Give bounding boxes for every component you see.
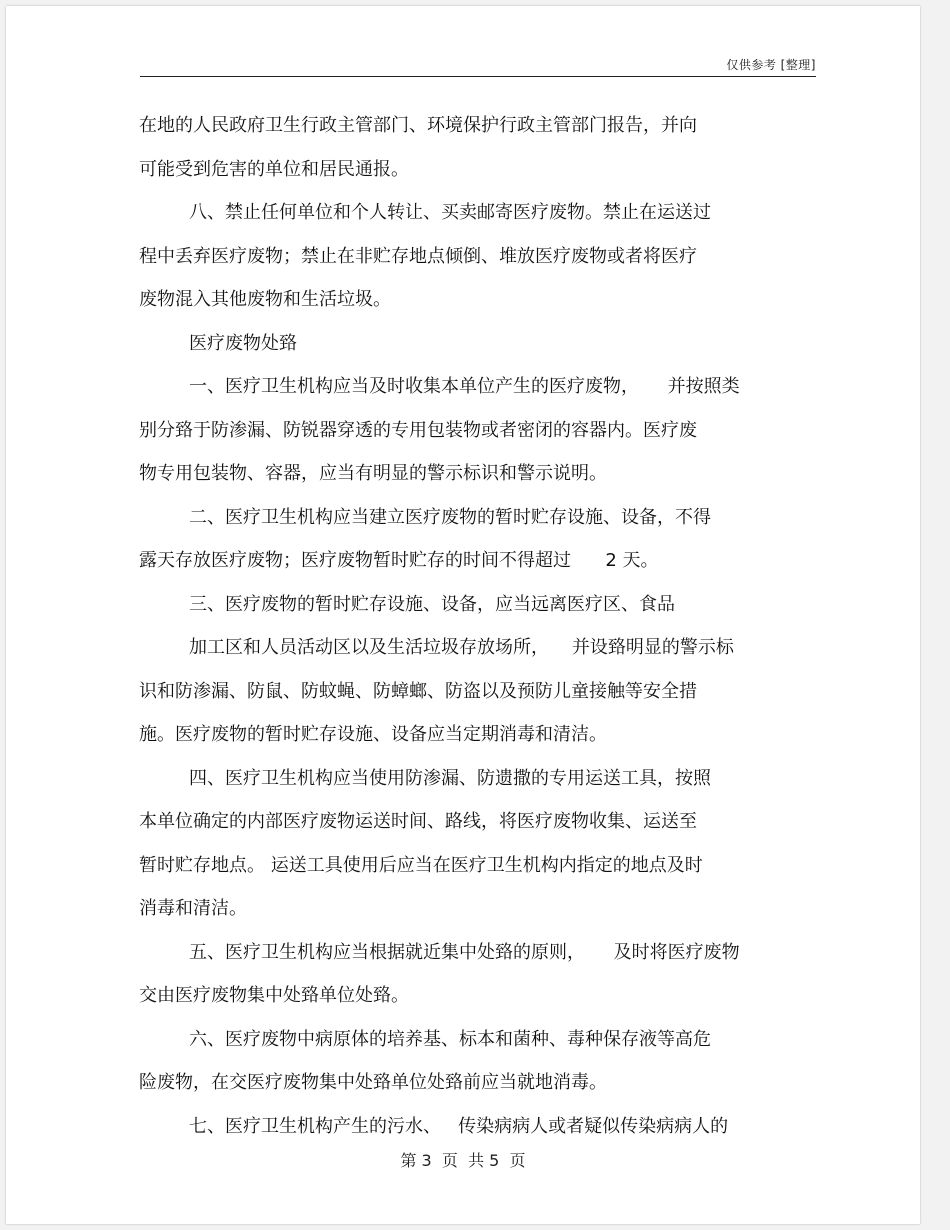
text-line: 四、医疗卫生机构应当使用防渗漏、防遗撒的专用运送工具，按照 [189,767,711,789]
text-line: 七、医疗卫生机构产生的污水、 传染病病人或者疑似传染病病人的 [189,1115,729,1137]
text-line: 可能受到危害的单位和居民通报。 [139,158,409,180]
text-line: 程中丢弃医疗废物；禁止在非贮存地点倾倒、堆放医疗废物或者将医疗 [139,245,697,267]
text-line: 暂时贮存地点。 运送工具使用后应当在医疗卫生机构内指定的地点及时 [139,854,703,876]
text-line: 本单位确定的内部医疗废物运送时间、路线，将医疗废物收集、运送至 [139,811,697,832]
text-line: 一、医疗卫生机构应当及时收集本单位产生的医疗废物， 并按照类 [189,376,740,397]
text-line: 八、禁止任何单位和个人转让、买卖邮寄医疗废物。禁止在运送过 [189,202,711,223]
text-line: 五、医疗卫生机构应当根据就近集中处臵的原则， 及时将医疗废物 [189,941,740,963]
text-line: 在地的人民政府卫生行政主管部门、环境保护行政主管部门报告，并向 [139,115,697,136]
text-line: 六、医疗废物中病原体的培养基、标本和菌种、毒种保存液等高危 [189,1028,711,1050]
text-line: 加工区和人员活动区以及生活垃圾存放场所， 并设臵明显的警示标 [189,637,734,658]
text-line: 识和防渗漏、防鼠、防蚊蝇、防蟑螂、防盗以及预防儿童接触等安全措 [139,680,697,702]
text-line: 消毒和清洁。 [139,898,247,919]
document-page [6,6,920,1224]
text-line: 二、医疗卫生机构应当建立医疗废物的暂时贮存设施、设备，不得 [189,506,711,528]
text-line: 交由医疗废物集中处臵单位处臵。 [139,985,409,1006]
text-line: 施。医疗废物的暂时贮存设施、设备应当定期消毒和清洁。 [139,724,607,745]
text-line: 别分臵于防渗漏、防锐器穿透的专用包装物或者密闭的容器内。医疗废 [139,419,697,441]
body-text [139,104,819,1148]
text-line: 露天存放医疗废物；医疗废物暂时贮存的时间不得超过 2 天。 [139,550,659,571]
header-label: 仅供参考 [整理] [726,58,816,72]
page-footer: 第 3 页 共 5 页 [400,1151,526,1170]
text-line: 三、医疗废物的暂时贮存设施、设备，应当远离医疗区、食品 [189,593,675,615]
page-header [140,52,816,77]
text-line: 物专用包装物、容器，应当有明显的警示标识和警示说明。 [139,463,607,484]
text-line: 废物混入其他废物和生活垃圾。 [139,289,391,310]
text-line: 险废物，在交医疗废物集中处臵单位处臵前应当就地消毒。 [139,1072,607,1093]
section-heading: 医疗废物处臵 [189,332,297,354]
